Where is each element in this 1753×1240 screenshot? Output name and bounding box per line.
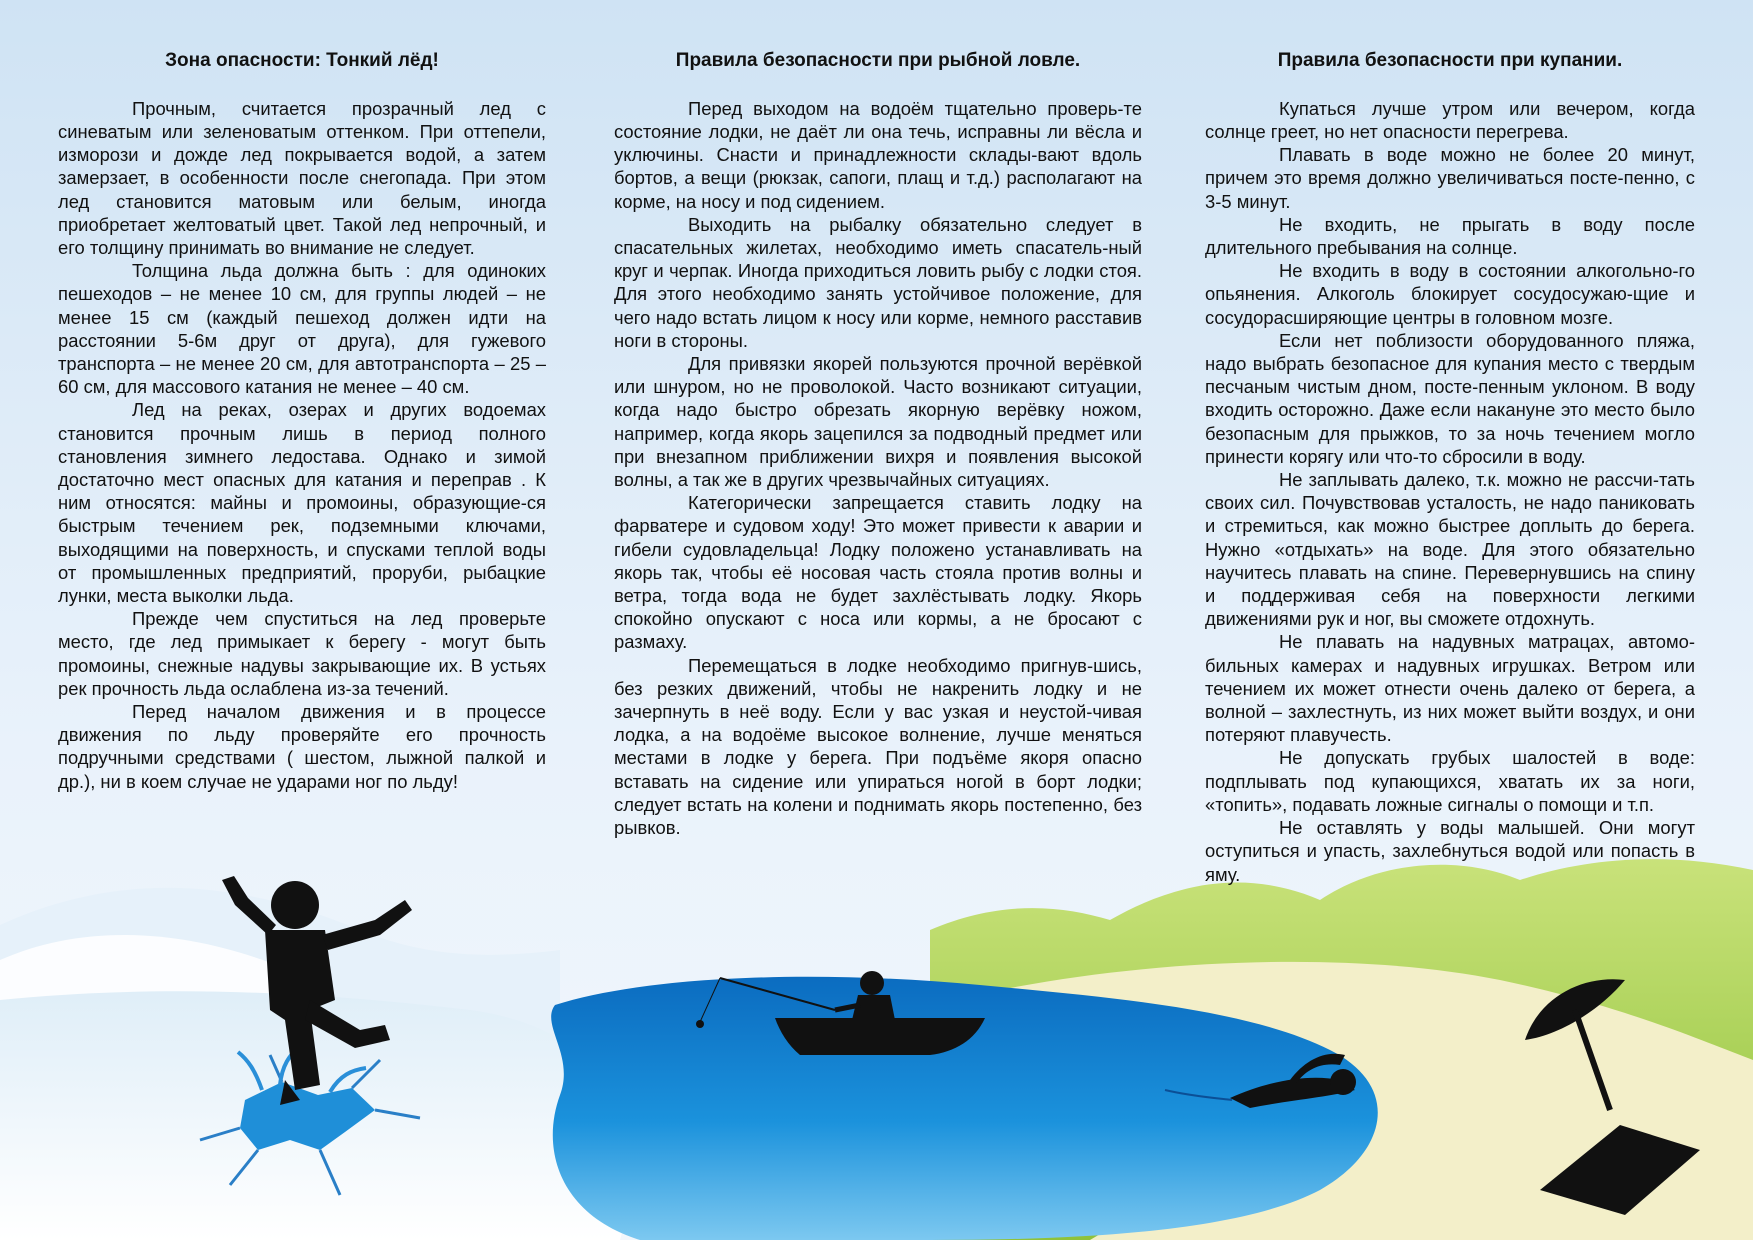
paragraph: Не плавать на надувных матрацах, автомо-бильных камерах и надувных игрушках. Ветром или течением их может отнести очень далеко от берега, а волной – захлестнуть, из них может выйти воздух, и они потеряют плавучесть.: [1205, 631, 1695, 746]
paragraph: Не допускать грубых шалостей в воде: подплывать под купающихся, хватать их за ноги, «топить», подавать ложные сигналы о помощи и т.п.: [1205, 747, 1695, 815]
paragraph: Купаться лучше утром или вечером, когда солнце греет, но нет опасности перегрева.: [1205, 97, 1695, 142]
paragraph: Прочным, считается прозрачный лед с синеватым или зеленоватым оттенком. При оттепели, изморози и дожде лед покрывается водой, а затем замерзает, в особенности после снегопада. При этом лед становится матовым или белым, иногда приобретает желтоватый цвет. Такой лед непрочный, и его толщину принимать во внимание не следует.: [58, 97, 546, 259]
paragraph: Перед выходом на водоём тщательно проверь-те состояние лодки, не даёт ли она течь, исправны ли вёсла и уключины. Снасти и принадлежности склады-вают вдоль бортов, а вещи (рюкзак, сапоги, плащ и т.д.) располагают на корме, на носу и под сидением.: [614, 97, 1142, 212]
paragraph: Не входить в воду в состоянии алкогольно-го опьянения. Алкоголь блокирует сосудосужаю-щие и сосудорасширяющие центры в головном мозге.: [1205, 260, 1695, 328]
paragraph: Перед началом движения и в процессе движения по льду проверяйте его прочность подручными средствами ( шестом, лыжной палкой и др.), ни в коем случае не ударами ног по льду!: [58, 701, 546, 792]
column-thin-ice: [58, 50, 546, 793]
paragraph: Если нет поблизости оборудованного пляжа, надо выбрать безопасное для купания место с твердым песчаным чистым дном, посте-пенным уклоном. В воду входить осторожно. Даже если накануне это место было безопасным для прыжков, то за ночь течением могло принести корягу или что-то сбросили в воду.: [1205, 329, 1695, 467]
paragraph: Толщина льда должна быть : для одиноких пешеходов – не менее 10 см, для группы людей – не менее 15 см (каждый пешеход должен идти на расстоянии 5-6м друг от друга), для гужевого транспорта – не менее 20 см, для автотранспорта – 25 – 60 см, для массового катания не менее – 40 см.: [58, 260, 546, 398]
column-swimming-safety: [1205, 50, 1695, 886]
paragraph: Не заплывать далеко, т.к. можно не рассчи-тать своих сил. Почувствовав усталость, не надо паниковать и стремиться, как можно быстрее доплыть до берега. Нужно «отдыхать» на воде. Для этого обязательно научитесь плавать на спине. Перевернувшись на спину и поддерживая себя на поверхности легкими движениями рук и ног, вы сможете отдохнуть.: [1205, 469, 1695, 630]
paragraph: Не входить, не прыгать в воду после длительного пребывания на солнце.: [1205, 213, 1695, 259]
column-fishing-safety: [614, 50, 1142, 839]
paragraph: Не оставлять у воды малышей. Они могут оступиться и упасть, захлебнуться водой или попасть в яму.: [1205, 817, 1695, 885]
paragraph: Перемещаться в лодке необходимо пригнув-шись, без резких движений, чтобы не накренить лодку и не зачерпнуть в неё воду. Если у вас узкая и неустой-чивая лодка, а на водоёме высокое волнение, лучше меняться местами в лодке у берега. При подъёме якоря опасно вставать на сидение или упираться ногой в борт лодки; следует встать на колени и поднимать якорь постепенно, без рывков.: [614, 654, 1142, 839]
paragraph: Выходить на рыбалку обязательно следует в спасательных жилетах, необходимо иметь спасатель-ный круг и черпак. Иногда приходиться ловить рыбу с лодки стоя. Для этого необходимо занять устойчивое положение, для чего надо встать лицом к носу или корме, немного расставив ноги в стороны.: [614, 213, 1142, 351]
column-title: Правила безопасности при рыбной ловле.: [675, 50, 1081, 71]
column-title: Зона опасности: Тонкий лёд!: [165, 50, 439, 71]
paragraph: Лед на реках, озерах и других водоемах становится прочным лишь в период полного становления зимнего ледостава. Однако и зимой достаточно мест опасных для катания и переправ . К ним относятся: майны и промоины, образующие-ся быстрым течением рек, подземными ключами, выходящими на поверхность, и спусками теплой воды от промышленных предприятий, проруби, рыбацкие лунки, места выколки льда.: [58, 399, 546, 607]
paragraph: Категорически запрещается ставить лодку на фарватере и судовом ходу! Это может привести к аварии и гибели судовладельца! Лодку положено устанавливать на якорь так, чтобы её носовая часть стояла против волны и ветра, тогда вода не будет захлёстывать лодку. Якорь спокойно опускают с носа или кормы, а не бросают с размаху.: [614, 492, 1142, 653]
paragraph: Прежде чем спуститься на лед проверьте место, где лед примыкает к берегу - могут быть промоины, снежные надувы закрывающие их. В устьях рек прочность льда ослаблена из-за течений.: [58, 608, 546, 699]
column-title: Правила безопасности при купании.: [1277, 50, 1623, 71]
paragraph: Для привязки якорей пользуются прочной верёвкой или шнуром, но не проволокой. Часто возникают ситуации, когда надо быстро обрезать якорную верёвку ножом, например, когда якорь зацепился за подводный предмет или при внезапном приближении вихря и появления высокой волны, а так же в других чрезвычайных ситуациях.: [614, 353, 1142, 491]
paragraph: Плавать в воде можно не более 20 минут, причем это время должно увеличиваться посте-пенно, с 3-5 минут.: [1205, 144, 1695, 212]
